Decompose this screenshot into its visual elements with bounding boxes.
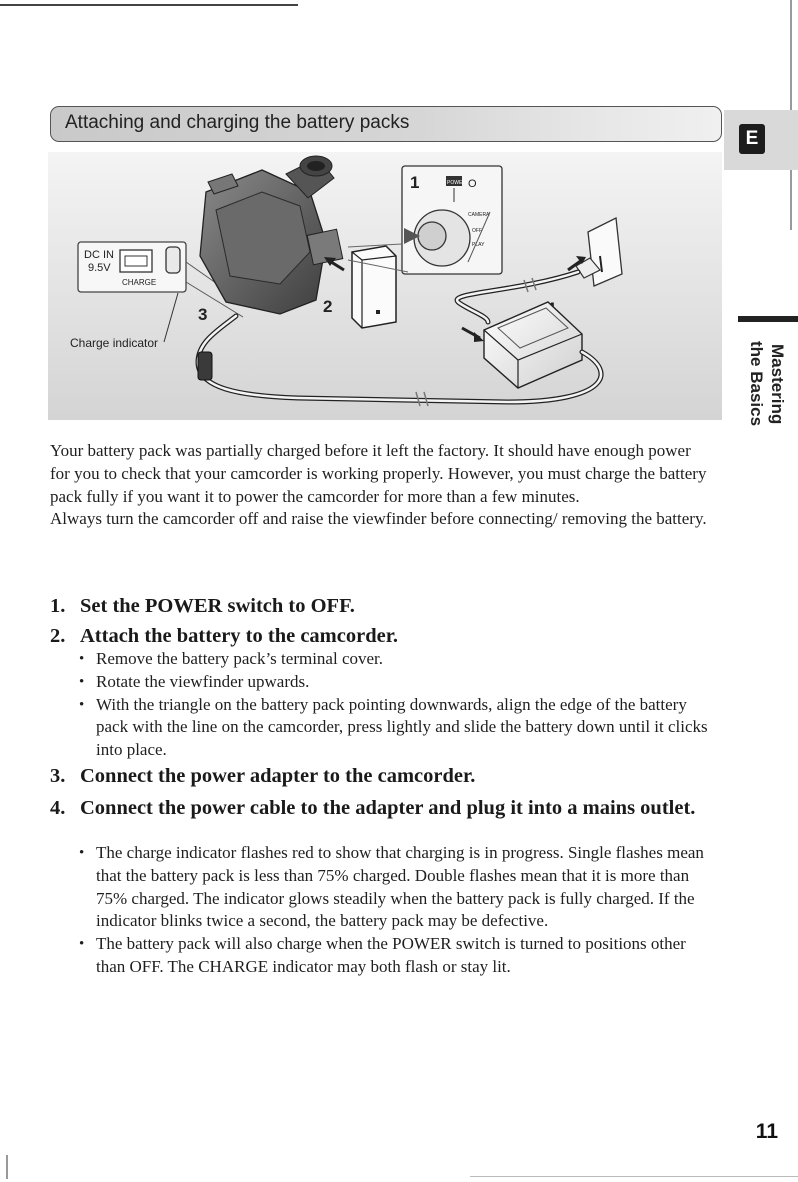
callout-2: 2 (323, 297, 333, 316)
step-1 (50, 594, 730, 620)
battery-pack (352, 246, 396, 328)
step-1-number: 1. (50, 595, 66, 617)
language-letter: E (739, 124, 765, 154)
switch-camera-label: CAMERA (468, 212, 490, 218)
list-item: • The charge indicator flashes red to show that charging is in progress. Single flashes mean that the battery pack is less than 75% charged. Double flashes mean that it is more than 75% charged. The indicator glows steadily when the battery pack is fully charged. If the indicator blinks twice a second, the battery pack may be defective. (79, 842, 715, 933)
step-4-bullets (79, 842, 715, 979)
list-item: • Remove the battery pack’s terminal cover. (79, 648, 715, 671)
switch-off-symbol: O (468, 178, 477, 190)
callout-1: 1 (410, 173, 420, 192)
dc-in-label: DC IN (84, 249, 114, 261)
chapter-label-line1: Mastering (768, 343, 787, 425)
chapter-label (728, 334, 788, 434)
step-3-number: 3. (50, 765, 66, 787)
step-4-text: Connect the power cable to the adapter and plug it into a mains outlet. (80, 797, 696, 819)
step-3 (50, 764, 730, 790)
top-rule (0, 4, 298, 6)
dc-in-voltage: 9.5V (88, 262, 111, 274)
step-4-number: 4. (50, 797, 66, 819)
intro-paragraph-1: Your battery pack was partially charged before it left the factory. It should have enough power for you to check that your camcorder is working properly. However, you must charge the battery pack fully if you want it to power the camcorder for more than a few minutes. (50, 441, 707, 506)
intro-paragraph-2: Always turn the camcorder off and raise the viewfinder before connecting/ removing the battery. (50, 509, 707, 529)
step-1-text: Set the POWER switch to OFF. (80, 595, 355, 617)
ferrite-core (198, 352, 212, 380)
step-2-bullets (79, 648, 715, 762)
section-title: Attaching and charging the battery packs (65, 112, 410, 133)
section-header (50, 106, 722, 142)
charge-indicator-label: Charge indicator (70, 336, 159, 350)
intro-text (50, 440, 710, 531)
step-2-text: Attach the battery to the camcorder. (80, 625, 399, 647)
bottom-rule (470, 1176, 798, 1177)
callout-3: 3 (198, 305, 208, 324)
step-3-text: Connect the power adapter to the camcorder. (80, 765, 476, 787)
chapter-bar (738, 316, 798, 322)
battery-charging-illustration (48, 152, 722, 420)
charge-lamp-label: CHARGE (122, 278, 157, 287)
step-4 (50, 796, 730, 846)
page-number: 11 (755, 1120, 778, 1143)
charge-lamp (166, 247, 180, 273)
list-item: • The battery pack will also charge when the POWER switch is turned to positions other than OFF. The CHARGE indicator may both flash or stay lit. (79, 933, 715, 979)
list-item: • With the triangle on the battery pack pointing downwards, align the edge of the battery pack with the line on the camcorder, press lightly and slide the battery down until it clicks into place. (79, 694, 715, 762)
switch-play-label: PLAY (472, 242, 485, 248)
step-2 (50, 624, 730, 650)
switch-power-label: POWER (447, 180, 466, 186)
step-2-number: 2. (50, 625, 66, 647)
chapter-label-line2: the Basics (747, 341, 766, 427)
language-tab (724, 110, 798, 170)
switch-off-label: OFF (472, 228, 482, 234)
left-edge-mark (6, 1155, 8, 1179)
list-item: • Rotate the viewfinder upwards. (79, 671, 715, 694)
